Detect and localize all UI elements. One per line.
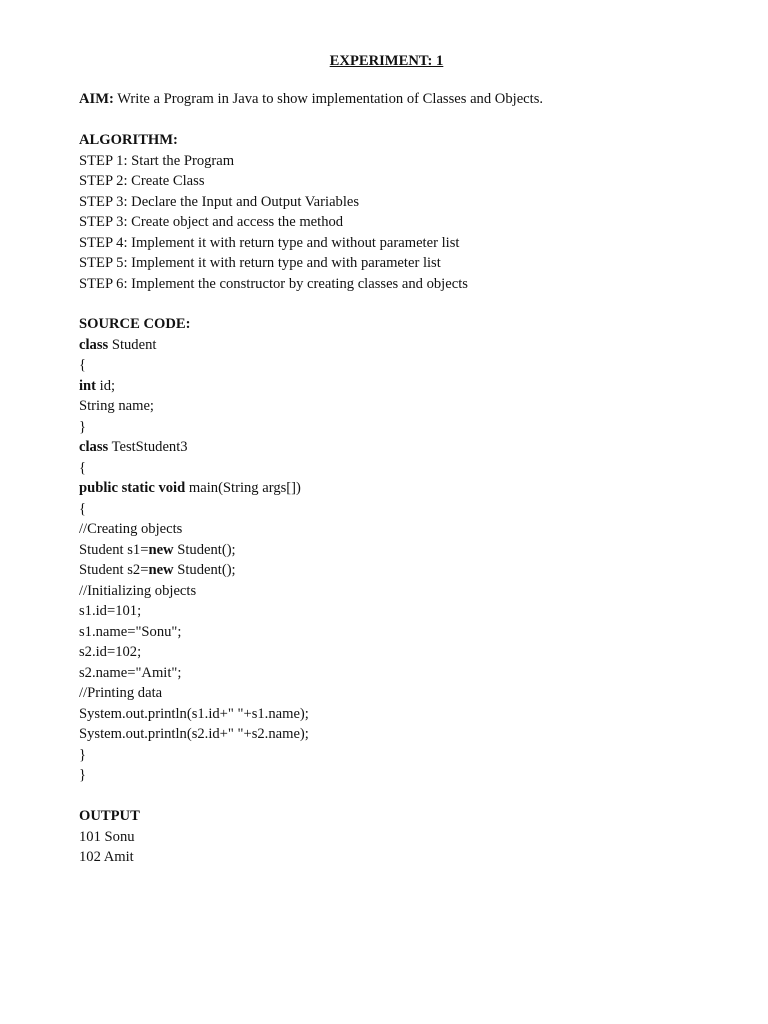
code-text: main(String args[]) xyxy=(185,480,301,496)
code-line xyxy=(79,355,309,376)
page-title: EXPERIMENT: 1 xyxy=(329,53,444,69)
algorithm-step: STEP 3: Declare the Input and Output Variables xyxy=(79,193,360,210)
code-line xyxy=(79,499,309,520)
aim-label: AIM: xyxy=(79,91,114,107)
output-line: 101 Sonu xyxy=(79,828,135,845)
code-text: Student s1= xyxy=(79,541,149,558)
source-code-section xyxy=(79,314,309,786)
code-line xyxy=(79,663,309,684)
code-text: Student s2= xyxy=(79,562,149,578)
code-line xyxy=(79,540,309,561)
code-text: String name; xyxy=(79,398,154,414)
code-text: System.out.println(s2.id+" "+s2.name); xyxy=(79,726,309,742)
algorithm-heading: ALGORITHM: xyxy=(79,132,178,148)
code-line xyxy=(79,642,309,663)
code-text: { xyxy=(79,459,87,476)
code-line xyxy=(79,417,309,438)
algorithm-step: STEP 4: Implement it with return type and without parameter list xyxy=(79,234,460,251)
code-text: s1.name="Sonu"; xyxy=(79,623,182,640)
code-keyword: class xyxy=(79,439,109,455)
code-keyword: public static void xyxy=(79,480,186,496)
algorithm-step: STEP 3: Create object and access the method xyxy=(79,214,344,230)
code-line xyxy=(79,581,309,602)
code-text: s1.id=101; xyxy=(79,603,142,619)
code-text: } xyxy=(79,746,87,763)
code-text: s2.id=102; xyxy=(79,644,142,660)
code-line xyxy=(79,683,309,704)
code-line xyxy=(79,601,309,622)
code-keyword: new xyxy=(148,541,174,558)
code-text: Student(); xyxy=(173,562,236,578)
code-text: //Printing data xyxy=(79,685,163,701)
code-line xyxy=(79,765,309,786)
code-line xyxy=(79,622,309,643)
algorithm-steps xyxy=(79,151,468,295)
code-keyword: new xyxy=(148,562,174,578)
code-line xyxy=(79,396,309,417)
code-text: Student xyxy=(108,336,157,353)
code-line xyxy=(79,335,309,356)
aim-text: Write a Program in Java to show implementation of Classes and Objects. xyxy=(113,91,544,107)
code-line xyxy=(79,560,309,581)
source-code-listing xyxy=(79,335,309,786)
code-keyword: int xyxy=(79,377,97,394)
code-line xyxy=(79,437,309,458)
algorithm-step: STEP 5: Implement it with return type and with parameter list xyxy=(79,255,441,271)
code-text: //Creating objects xyxy=(79,521,183,537)
algorithm-section xyxy=(79,130,468,294)
code-keyword: class xyxy=(79,336,109,353)
algorithm-step: STEP 1: Start the Program xyxy=(79,152,235,169)
source-code-heading: SOURCE CODE: xyxy=(79,316,191,332)
code-text: } xyxy=(79,418,87,435)
output-heading: OUTPUT xyxy=(79,808,140,824)
output-line: 102 Amit xyxy=(79,849,134,865)
code-line xyxy=(79,704,309,725)
aim-statement xyxy=(79,89,543,109)
code-text: TestStudent3 xyxy=(108,439,188,455)
code-text: } xyxy=(79,767,87,783)
code-line xyxy=(79,376,309,397)
algorithm-step: STEP 2: Create Class xyxy=(79,173,205,189)
output-section xyxy=(79,806,140,868)
code-text: { xyxy=(79,357,87,373)
code-line xyxy=(79,724,309,745)
code-line xyxy=(79,458,309,479)
code-text: System.out.println(s1.id+" "+s1.name); xyxy=(79,705,309,722)
code-line xyxy=(79,478,309,499)
code-text: s2.name="Amit"; xyxy=(79,664,182,681)
code-text: { xyxy=(79,500,87,517)
code-line xyxy=(79,519,309,540)
code-text: //Initializing objects xyxy=(79,582,197,599)
algorithm-step: STEP 6: Implement the constructor by creating classes and objects xyxy=(79,275,468,292)
code-text: id; xyxy=(96,377,116,394)
code-line xyxy=(79,745,309,766)
code-text: Student(); xyxy=(173,541,236,558)
